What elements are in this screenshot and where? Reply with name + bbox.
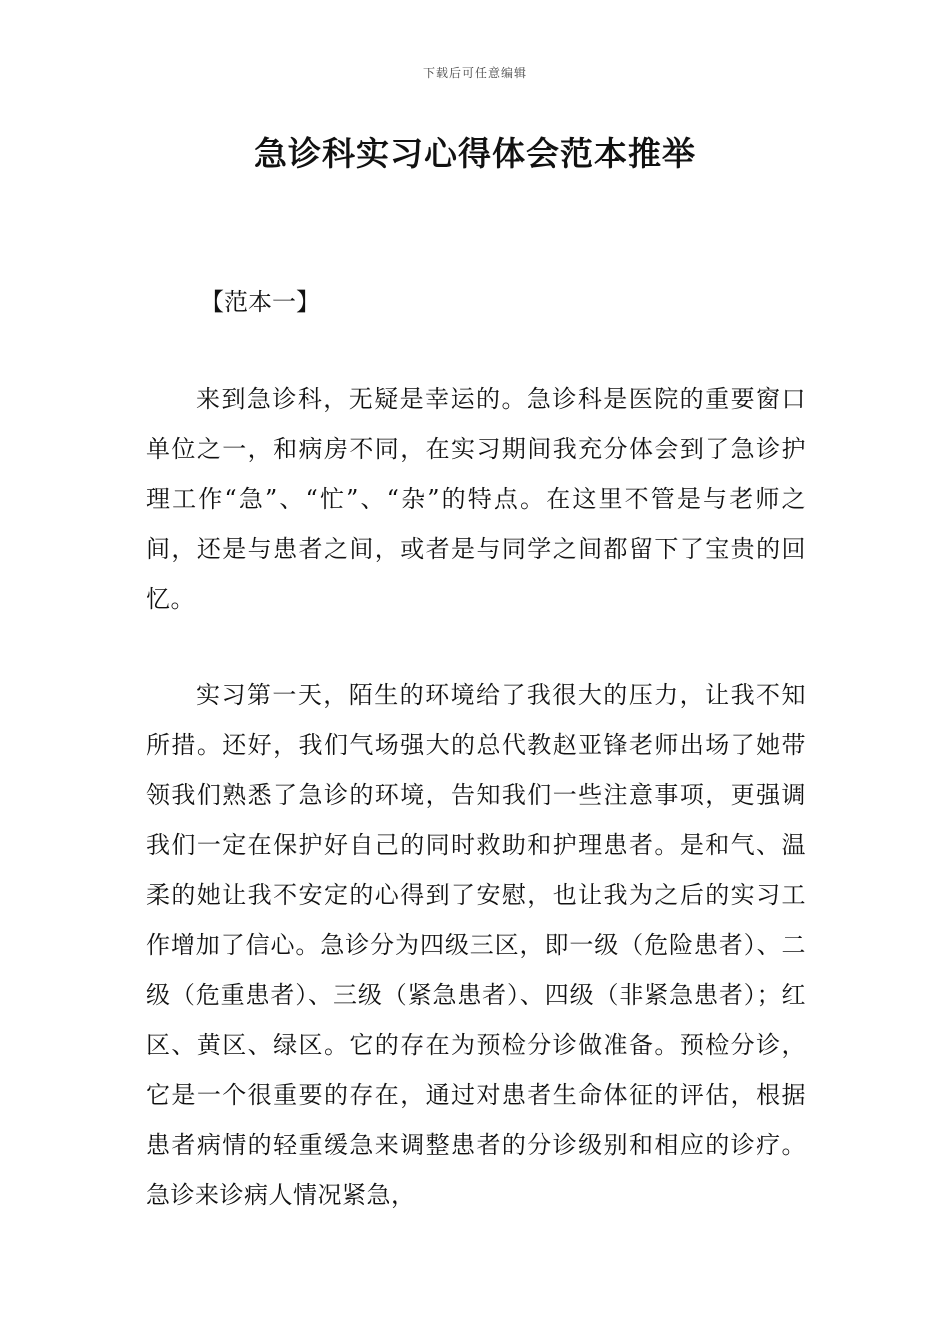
paragraph-1: 来到急诊科，无疑是幸运的。急诊科是医院的重要窗口单位之一，和病房不同，在实习期间我充分体会到了急诊护理工作“急”、“忙”、“杂”的特点。在这里不管是与老师之间，还是与患者之间，或者是与同学之间都留下了宝贵的回忆。 [146,385,806,613]
section-label: 【范本一】 [200,288,320,316]
document-title: 急诊科实习心得体会范本推举 [254,134,696,173]
header-note: 下载后可任意编辑 [422,66,527,80]
paragraph-2: 实习第一天，陌生的环境给了我很大的压力，让我不知所措。还好，我们气场强大的总代教赵亚锋老师出场了她带领我们熟悉了急诊的环境，告知我们一些注意事项，更强调我们一定在保护好自己的同时救助和护理患者。是和气、温柔的她让我不安定的心得到了安慰，也让我为之后的实习工作增加了信心。急诊分为四级三区，即一级（危险患者）、二级（危重患者）、三级（紧急患者）、四级（非紧急患者）；红区、黄区、绿区。它的存在为预检分诊做准备。预检分诊，它是一个很重要的存在，通过对患者生命体征的评估，根据患者病情的轻重缓急来调整患者的分诊级别和相应的诊疗。急诊来诊病人情况紧急， [146,681,806,1209]
